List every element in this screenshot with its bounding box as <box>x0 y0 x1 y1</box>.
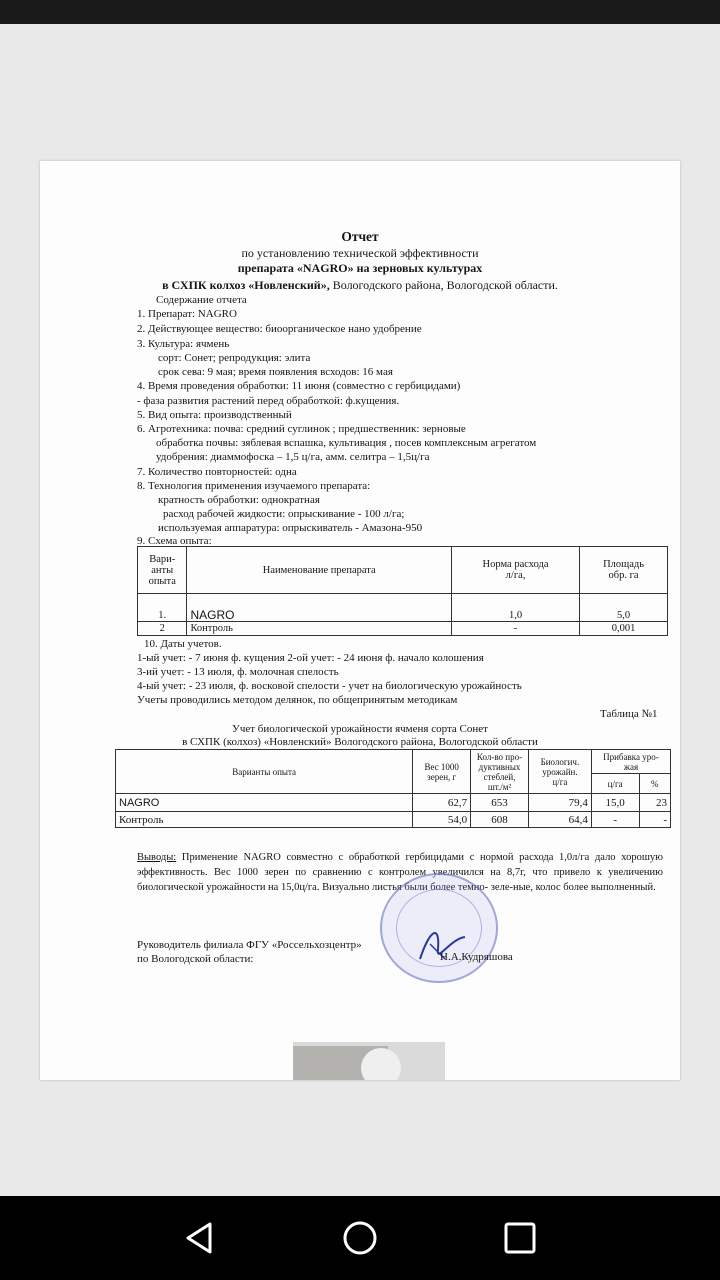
table-header-cell: Площадь обр. га <box>580 547 668 594</box>
table-cell: 62,7 <box>413 794 471 812</box>
table-label: Таблица №1 <box>600 708 658 720</box>
table-header-cell: Наименование препарата <box>187 547 451 594</box>
item-line: - фаза развития растений перед обработкой: ф.кущения. <box>137 395 400 407</box>
item-line: 3. Культура: ячмень <box>137 338 230 350</box>
table-header-cell: Норма расхода л/га, <box>451 547 579 594</box>
signer-name: Н.А.Кудряшова <box>440 951 513 963</box>
table-cell: 1,0 <box>451 594 579 622</box>
table-cell: - <box>639 812 670 828</box>
table-cell: 653 <box>471 794 529 812</box>
scan-artifact <box>293 1042 445 1080</box>
doc-subtitle-3 <box>40 278 680 293</box>
table-header-cell: ц/га <box>591 774 639 794</box>
table-caption-2: в СХПК (колхоз) «Новленский» Вологодского района, Вологодской области <box>182 736 538 748</box>
table-cell: 608 <box>471 812 529 828</box>
item-line: 7. Количество повторностей: одна <box>137 466 297 478</box>
item-line: сорт: Сонет; репродукция: элита <box>158 352 311 364</box>
yield-table <box>115 749 671 828</box>
table-cell: 23 <box>639 794 670 812</box>
dates-line: 4-ый учет: - 23 июля, ф. восковой спелости - учет на биологическую урожайность <box>137 680 522 692</box>
contents-heading: Содержание отчета <box>156 294 247 306</box>
table-header-cell: Вари- анты опыта <box>138 547 187 594</box>
table-header-cell: Прибавка уро- жая <box>591 750 670 774</box>
table-row <box>116 812 671 828</box>
circle-home-icon[interactable] <box>340 1218 380 1258</box>
item-line: расход рабочей жидкости: опрыскивание - 100 л/га; <box>163 508 405 520</box>
image-viewer[interactable] <box>0 24 720 1196</box>
doc-subtitle-1: по установлению технической эффективности <box>241 246 479 260</box>
table-row <box>138 594 668 622</box>
doc-subtitle-3-bold: в СХПК колхоз «Новленский», <box>162 278 330 292</box>
table-header-cell: Вес 1000 зерен, г <box>413 750 471 794</box>
table-cell: Контроль <box>116 812 413 828</box>
dates-heading: 10. Даты учетов. <box>144 638 222 650</box>
item-line: 9. Схема опыта: <box>137 535 212 547</box>
table-cell: 79,4 <box>528 794 591 812</box>
table-row <box>116 794 671 812</box>
item-line: 2. Действующее вещество: биоорганическое нано удобрение <box>137 323 422 335</box>
item-line: обработка почвы: зяблевая вспашка, культивация , посев комплексным агрегатом <box>156 437 537 449</box>
conclusion-text: Применение NAGRO совместно с обработкой гербицидами с нормой расхода 1,0л/га дало хорошую эффективность. Вес 1000 зерен по сравнению с контролем увеличился на 8,7г, что привело к увеличению биологической урожайности на 15,0ц/га. Визуально листья были более темно- зеле-ные, колос более выполненный. <box>137 852 663 893</box>
table-cell: 2 <box>138 622 187 636</box>
table-header-cell: Биологич. урожайн. ц/га <box>528 750 591 794</box>
table-cell: Контроль <box>187 622 451 636</box>
signer-title-1: Руководитель филиала ФГУ «Россельхозцентр» <box>137 939 362 951</box>
doc-subtitle-2: препарата «NAGRO» на зерновых культурах <box>237 261 483 275</box>
table-row <box>138 622 668 636</box>
item-line: 4. Время проведения обработки: 11 июня (совместно с гербицидами) <box>137 380 461 392</box>
table-cell: 54,0 <box>413 812 471 828</box>
item-line: 8. Технология применения изучаемого препарата: <box>137 480 371 492</box>
item-line: 5. Вид опыта: производственный <box>137 409 292 421</box>
table-header-cell: Кол-во про- дуктивных стеблей, шт./м² <box>471 750 529 794</box>
scan-artifact-circle <box>361 1048 401 1080</box>
item-line: удобрения: диаммофоска – 1,5 ц/га, амм. селитра – 1,5ц/га <box>156 451 430 463</box>
table-cell: NAGRO <box>187 594 451 622</box>
table-cell: 5,0 <box>580 594 668 622</box>
triangle-back-icon[interactable] <box>180 1218 220 1258</box>
status-bar <box>0 0 720 24</box>
item-line: кратность обработки: однократная <box>158 494 320 506</box>
doc-title: Отчет <box>341 229 379 244</box>
dates-line: Учеты проводились методом делянок, по общепринятым методикам <box>137 694 458 706</box>
scheme-table <box>137 546 668 636</box>
item-line: 6. Агротехника: почва: средний суглинок ; предшественник: зерновые <box>137 423 466 435</box>
dates-line: 3-ий учет: - 13 июля, ф. молочная спелость <box>137 666 339 678</box>
table-cell: 64,4 <box>528 812 591 828</box>
table-cell: 15,0 <box>591 794 639 812</box>
table-cell: 0,001 <box>580 622 668 636</box>
item-line: используемая аппаратура: опрыскиватель - Амазона-950 <box>158 522 423 534</box>
item-line: срок сева: 9 мая; время появления всходов: 16 мая <box>158 366 393 378</box>
table-caption-1: Учет биологической урожайности ячменя сорта Сонет <box>232 723 488 735</box>
android-navigation-bar <box>0 1196 720 1280</box>
table-cell: NAGRO <box>116 794 413 812</box>
item-line: 1. Препарат: NAGRO <box>137 308 237 320</box>
dates-line: 1-ый учет: - 7 июня ф. кущения 2-ой учет: - 24 июня ф. начало колошения <box>137 652 484 664</box>
table-cell: - <box>591 812 639 828</box>
square-recents-icon[interactable] <box>500 1218 540 1258</box>
table-cell: 1. <box>138 594 187 622</box>
document-page[interactable] <box>40 161 680 1080</box>
doc-subtitle-3-rest: Вологодского района, Вологодской области. <box>329 278 558 292</box>
signer-title-2: по Вологодской области: <box>137 953 254 965</box>
table-header-cell: Варианты опыта <box>116 750 413 794</box>
table-header-cell: % <box>639 774 670 794</box>
conclusion-label: Выводы: <box>137 852 177 863</box>
table-cell: - <box>451 622 579 636</box>
